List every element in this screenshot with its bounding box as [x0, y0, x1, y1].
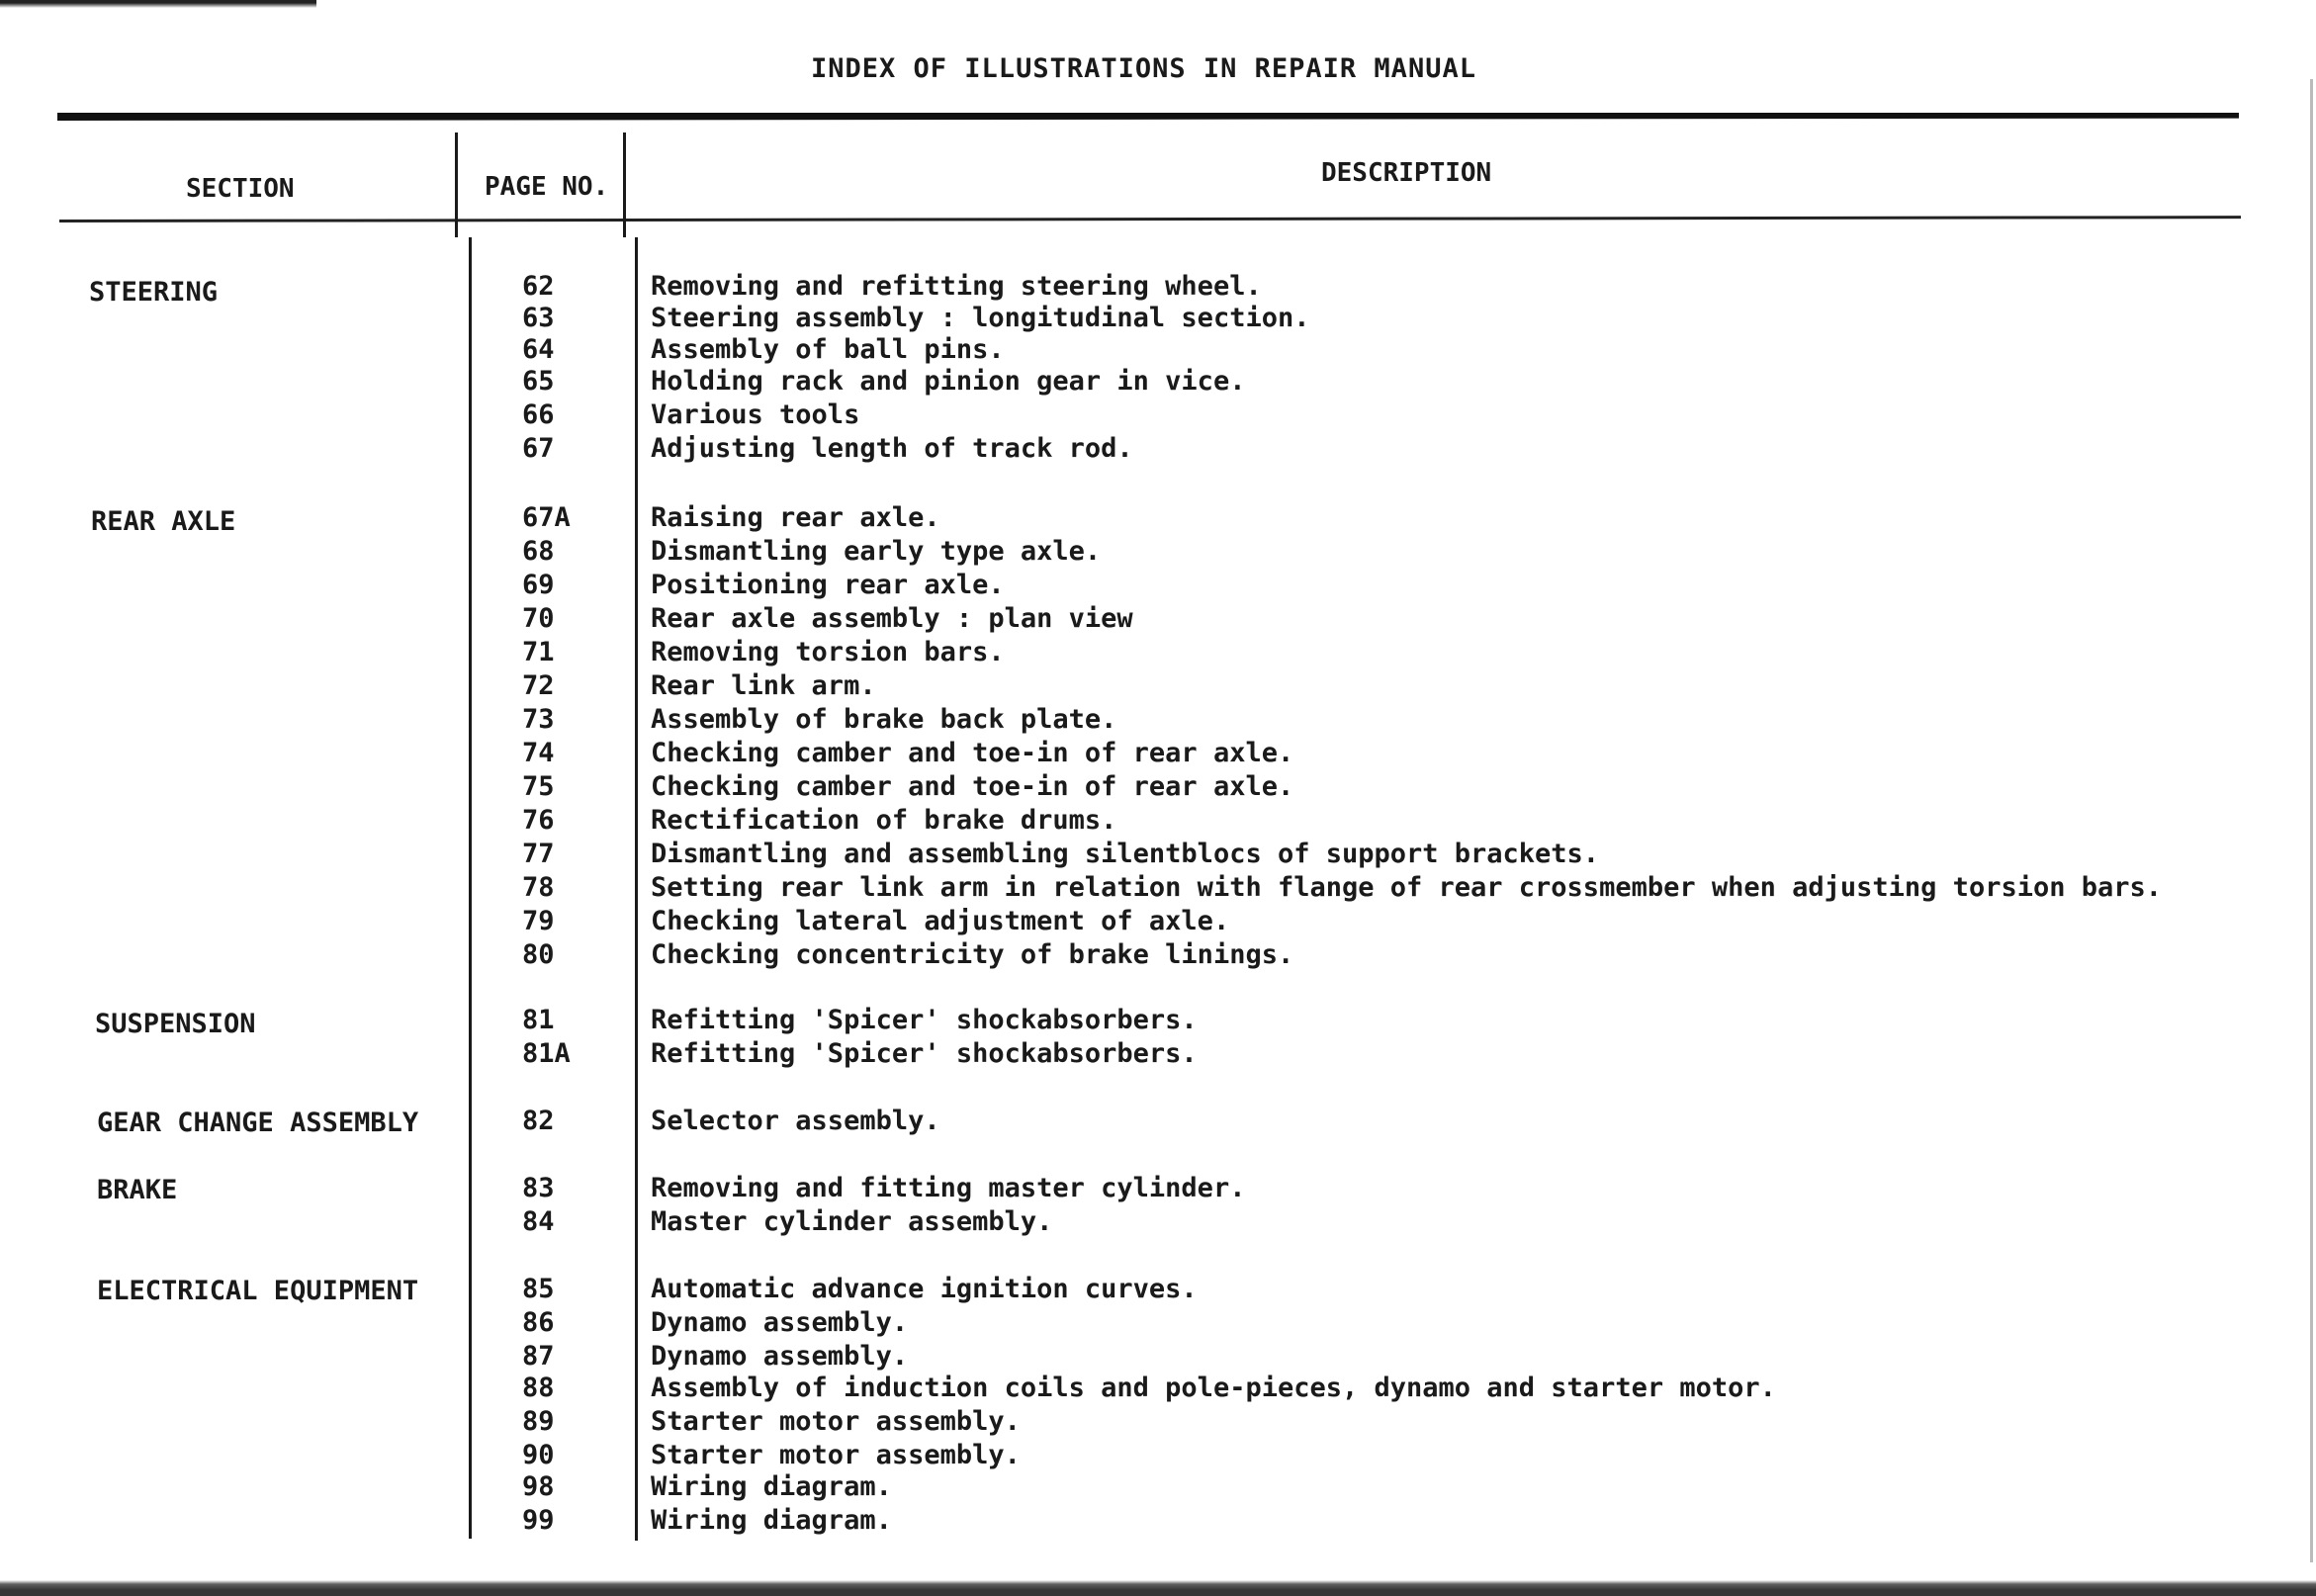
description: Selector assembly.	[651, 1106, 940, 1136]
page-number: 81	[522, 1005, 555, 1035]
page-number: 81A	[522, 1038, 571, 1069]
scan-edge-top	[0, 0, 316, 8]
description: Steering assembly : longitudinal section.	[651, 303, 1310, 333]
table-row	[0, 1005, 2316, 1036]
page-number: 70	[522, 603, 555, 634]
description: Starter motor assembly.	[651, 1406, 1021, 1437]
page-number: 86	[522, 1307, 555, 1338]
table-row	[0, 303, 2316, 334]
table-row	[0, 1106, 2316, 1137]
page-number: 72	[522, 670, 555, 701]
page-number: 78	[522, 872, 555, 903]
page-number: 85	[522, 1274, 555, 1304]
description: Starter motor assembly.	[651, 1440, 1021, 1470]
description: Wiring diagram.	[651, 1471, 892, 1502]
page-number: 90	[522, 1440, 555, 1470]
table-row	[0, 805, 2316, 837]
table-row	[0, 570, 2316, 601]
section-label-brake: BRAKE	[97, 1175, 178, 1205]
page-number: 88	[522, 1373, 555, 1403]
description: Automatic advance ignition curves.	[651, 1274, 1198, 1304]
table-row	[0, 433, 2316, 465]
section-label-rear-axle: REAR AXLE	[91, 506, 236, 537]
page-number: 83	[522, 1173, 555, 1203]
page-number: 84	[522, 1206, 555, 1237]
page-number: 77	[522, 839, 555, 869]
column-header-section: SECTION	[186, 174, 295, 204]
column-header-description: DESCRIPTION	[1321, 158, 1492, 188]
description: Adjusting length of track rod.	[651, 433, 1133, 464]
description: Refitting 'Spicer' shockabsorbers.	[651, 1005, 1198, 1035]
description: Positioning rear axle.	[651, 570, 1005, 600]
section-label-steering: STEERING	[89, 277, 219, 308]
header-divider-section	[455, 133, 458, 237]
page-number: 74	[522, 738, 555, 768]
scan-edge-bottom	[0, 1580, 2316, 1596]
description: Holding rack and pinion gear in vice.	[651, 366, 1246, 397]
table-row	[0, 1505, 2316, 1537]
table-row	[0, 1406, 2316, 1438]
table-top-rule	[57, 113, 2239, 121]
page-number: 79	[522, 906, 555, 936]
section-label-gear-change-assembly: GEAR CHANGE ASSEMBLY	[97, 1108, 419, 1138]
description: Wiring diagram.	[651, 1505, 892, 1536]
description: Assembly of brake back plate.	[651, 704, 1117, 735]
table-row	[0, 670, 2316, 702]
description: Checking concentricity of brake linings.	[651, 939, 1294, 970]
page-number: 69	[522, 570, 555, 600]
description: Rectification of brake drums.	[651, 805, 1117, 836]
table-row	[0, 1341, 2316, 1373]
table-row	[0, 1471, 2316, 1503]
table-row	[0, 603, 2316, 635]
table-row	[0, 1440, 2316, 1471]
table-row	[0, 1173, 2316, 1204]
description: Setting rear link arm in relation with flange of rear crossmember when adjusting torsion bars.	[651, 872, 2163, 903]
section-label-suspension: SUSPENSION	[95, 1009, 256, 1039]
description: Removing torsion bars.	[651, 637, 1005, 667]
description: Dismantling and assembling silentblocs of support brackets.	[651, 839, 1600, 869]
table-row	[0, 1206, 2316, 1238]
page-number: 64	[522, 334, 555, 365]
description: Checking camber and toe-in of rear axle.	[651, 738, 1294, 768]
page-number: 98	[522, 1471, 555, 1502]
table-row	[0, 1373, 2316, 1404]
page-number: 63	[522, 303, 555, 333]
page-number: 62	[522, 271, 555, 302]
table-row	[0, 872, 2316, 904]
section-label-electrical-equipment: ELECTRICAL EQUIPMENT	[97, 1276, 419, 1306]
description: Master cylinder assembly.	[651, 1206, 1053, 1237]
description: Assembly of ball pins.	[651, 334, 1005, 365]
column-header-page-no: PAGE NO.	[485, 172, 609, 202]
page-number: 82	[522, 1106, 555, 1136]
description: Dynamo assembly.	[651, 1307, 909, 1338]
page-number: 87	[522, 1341, 555, 1372]
table-row	[0, 502, 2316, 534]
page-number: 89	[522, 1406, 555, 1437]
table-row	[0, 536, 2316, 568]
table-row	[0, 271, 2316, 303]
table-row	[0, 771, 2316, 803]
table-row	[0, 939, 2316, 971]
page-number: 67A	[522, 502, 571, 533]
page-number: 68	[522, 536, 555, 567]
table-row	[0, 334, 2316, 366]
description: Rear link arm.	[651, 670, 876, 701]
description: Assembly of induction coils and pole-pieces, dynamo and starter motor.	[651, 1373, 1776, 1403]
table-row	[0, 399, 2316, 431]
table-row	[0, 1307, 2316, 1339]
description: Raising rear axle.	[651, 502, 940, 533]
table-row	[0, 1274, 2316, 1305]
table-header-rule	[59, 216, 2241, 222]
description: Dismantling early type axle.	[651, 536, 1102, 567]
page-number: 73	[522, 704, 555, 735]
description: Rear axle assembly : plan view	[651, 603, 1133, 634]
table-row	[0, 738, 2316, 769]
description: Removing and fitting master cylinder.	[651, 1173, 1246, 1203]
page-number: 67	[522, 433, 555, 464]
page-number: 76	[522, 805, 555, 836]
page-number: 99	[522, 1505, 555, 1536]
table-row	[0, 906, 2316, 937]
page-number: 66	[522, 399, 555, 430]
page-title: INDEX OF ILLUSTRATIONS IN REPAIR MANUAL	[811, 53, 1476, 84]
description: Various tools	[651, 399, 860, 430]
description: Dynamo assembly.	[651, 1341, 909, 1372]
page-number: 65	[522, 366, 555, 397]
table-row	[0, 839, 2316, 870]
description: Checking lateral adjustment of axle.	[651, 906, 1230, 936]
table-row	[0, 366, 2316, 398]
table-row	[0, 1038, 2316, 1070]
table-row	[0, 637, 2316, 668]
description: Checking camber and toe-in of rear axle.	[651, 771, 1294, 802]
page-number: 75	[522, 771, 555, 802]
description: Removing and refitting steering wheel.	[651, 271, 1262, 302]
description: Refitting 'Spicer' shockabsorbers.	[651, 1038, 1198, 1069]
page-number: 80	[522, 939, 555, 970]
table-row	[0, 704, 2316, 736]
page-number: 71	[522, 637, 555, 667]
header-divider-page	[623, 133, 626, 237]
